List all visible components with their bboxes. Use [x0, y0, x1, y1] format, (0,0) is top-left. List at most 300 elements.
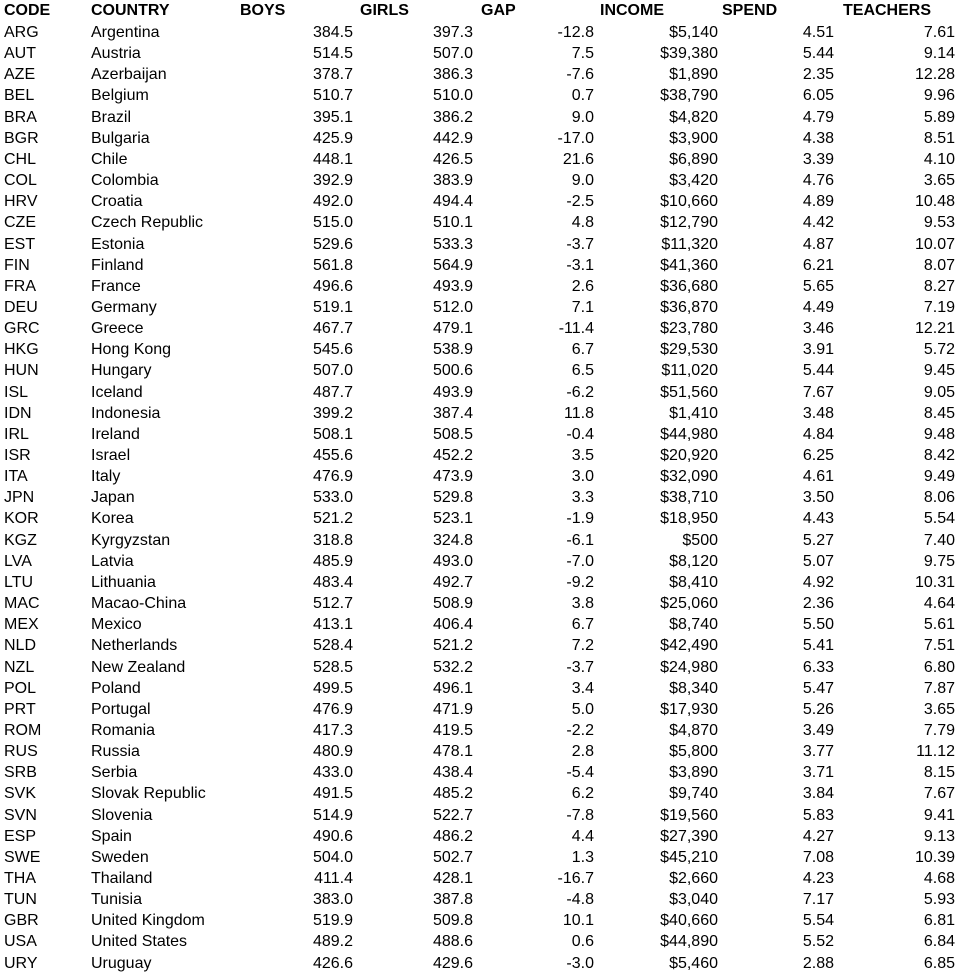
teachers-cell: 9.49	[923, 468, 955, 486]
table-row	[0, 572, 960, 593]
table-row	[0, 741, 960, 762]
code-cell: COL	[4, 172, 37, 190]
income-cell: $45,210	[660, 848, 718, 866]
code-cell: CZE	[4, 214, 36, 232]
country-cell: Hong Kong	[91, 341, 172, 359]
teachers-cell: 7.79	[923, 721, 955, 739]
country-cell: Croatia	[91, 193, 143, 211]
boys-cell: 514.5	[312, 45, 353, 63]
income-cell: $32,090	[660, 468, 718, 486]
header-girls: GIRLS	[360, 2, 409, 19]
girls-cell: 473.9	[432, 468, 473, 486]
boys-cell: 425.9	[312, 129, 353, 147]
code-cell: JPN	[4, 489, 35, 507]
header-spend: SPEND	[722, 2, 778, 19]
spend-cell: 5.83	[802, 806, 834, 824]
income-cell: $25,060	[660, 595, 718, 613]
country-cell: Spain	[91, 827, 132, 845]
code-cell: AZE	[4, 66, 36, 84]
boys-cell: 455.6	[312, 447, 353, 464]
income-cell: $3,040	[669, 891, 718, 909]
gap-cell: -12.8	[557, 24, 594, 41]
gap-cell: -4.8	[566, 891, 594, 909]
boys-cell: 533.0	[312, 489, 353, 507]
boys-cell: 521.2	[312, 510, 353, 528]
teachers-cell: 7.67	[923, 785, 955, 803]
country-cell: Korea	[91, 510, 134, 528]
gap-cell: 3.5	[571, 447, 594, 464]
header-country: COUNTRY	[91, 2, 170, 19]
income-cell: $3,420	[669, 172, 718, 190]
girls-cell: 529.8	[432, 489, 473, 507]
code-cell: ISL	[4, 383, 29, 401]
income-cell: $11,020	[661, 362, 718, 380]
girls-cell: 507.0	[432, 45, 473, 63]
table-row	[0, 107, 960, 128]
income-cell: $8,120	[669, 552, 718, 570]
income-cell: $42,490	[660, 637, 718, 655]
teachers-cell: 8.06	[923, 489, 955, 507]
boys-cell: 519.1	[312, 298, 353, 316]
spend-cell: 6.25	[802, 447, 834, 464]
code-cell: ESP	[4, 827, 37, 845]
boys-cell: 545.6	[312, 341, 353, 359]
code-cell: EST	[4, 235, 36, 253]
country-cell: Ireland	[91, 425, 140, 443]
country-cell: Brazil	[91, 108, 132, 126]
code-cell: SWE	[4, 848, 41, 866]
boys-cell: 426.6	[312, 954, 353, 972]
boys-cell: 487.7	[312, 383, 353, 401]
code-cell: MAC	[4, 595, 40, 613]
girls-cell: 387.4	[432, 404, 473, 422]
income-cell: $5,460	[669, 954, 718, 972]
country-cell: Colombia	[91, 172, 159, 190]
spend-cell: 5.44	[802, 362, 834, 380]
table-row	[0, 85, 960, 106]
boys-cell: 485.9	[312, 552, 353, 570]
table-row	[0, 551, 960, 572]
code-cell: ARG	[4, 24, 39, 41]
code-cell: IDN	[4, 404, 32, 422]
country-cell: Germany	[91, 298, 157, 316]
boys-cell: 476.9	[312, 468, 353, 486]
code-cell: DEU	[4, 298, 38, 316]
country-cell: Japan	[91, 489, 135, 507]
spend-cell: 4.51	[802, 24, 834, 41]
spend-cell: 4.38	[802, 129, 834, 147]
country-cell: Slovak Republic	[91, 785, 206, 803]
table-row	[0, 360, 960, 381]
country-cell: Portugal	[91, 700, 151, 718]
spend-cell: 3.71	[802, 764, 834, 782]
gap-cell: 7.2	[571, 637, 594, 655]
country-cell: Finland	[91, 256, 144, 274]
girls-cell: 406.4	[432, 616, 473, 634]
table-row	[0, 297, 960, 318]
code-cell: USA	[4, 933, 37, 951]
income-cell: $1,890	[669, 66, 718, 84]
code-cell: BEL	[4, 87, 35, 105]
code-cell: ROM	[4, 721, 42, 739]
table-row	[0, 931, 960, 952]
gap-cell: -3.1	[566, 256, 594, 274]
table-row	[0, 699, 960, 720]
girls-cell: 493.9	[432, 383, 473, 401]
gap-cell: 7.5	[571, 45, 594, 63]
country-cell: Poland	[91, 679, 141, 697]
income-cell: $41,360	[660, 256, 718, 274]
teachers-cell: 7.61	[923, 24, 955, 41]
table-row	[0, 339, 960, 360]
code-cell: POL	[4, 679, 37, 697]
teachers-cell: 7.51	[923, 637, 955, 655]
gap-cell: -1.9	[566, 510, 594, 528]
gap-cell: 2.6	[571, 277, 594, 295]
gap-cell: 6.5	[571, 362, 594, 380]
income-cell: $39,380	[660, 45, 718, 63]
spend-cell: 5.27	[802, 531, 834, 549]
country-cell: Serbia	[91, 764, 138, 782]
gap-cell: 4.4	[571, 827, 594, 845]
spend-cell: 5.07	[802, 552, 834, 570]
spend-cell: 3.84	[802, 785, 834, 803]
gap-cell: 6.7	[571, 341, 594, 359]
income-cell: $44,890	[660, 933, 718, 951]
girls-cell: 485.2	[432, 785, 473, 803]
spend-cell: 3.91	[802, 341, 834, 359]
country-cell: Mexico	[91, 616, 142, 634]
table-row	[0, 889, 960, 910]
spend-cell: 3.39	[802, 150, 834, 168]
spend-cell: 7.67	[802, 383, 834, 401]
boys-cell: 318.8	[312, 531, 353, 549]
spend-cell: 4.92	[802, 573, 834, 591]
income-cell: $3,890	[669, 764, 718, 782]
country-cell: Romania	[91, 721, 156, 739]
table-row	[0, 64, 960, 85]
header-income: INCOME	[600, 2, 664, 19]
country-cell: Argentina	[91, 24, 160, 41]
gap-cell: 2.8	[571, 743, 594, 761]
boys-cell: 510.7	[312, 87, 353, 105]
income-cell: $500	[682, 531, 718, 549]
spend-cell: 5.44	[802, 45, 834, 63]
country-cell: Chile	[91, 150, 128, 168]
spend-cell: 3.46	[802, 320, 834, 338]
girls-cell: 386.2	[432, 108, 473, 126]
girls-cell: 442.9	[432, 129, 473, 147]
boys-cell: 528.4	[312, 637, 353, 655]
country-cell: Sweden	[91, 848, 149, 866]
teachers-cell: 9.41	[923, 806, 955, 824]
country-cell: Czech Republic	[91, 214, 204, 232]
income-cell: $23,780	[660, 320, 718, 338]
income-cell: $24,980	[660, 658, 718, 676]
boys-cell: 433.0	[312, 764, 353, 782]
gap-cell: -2.5	[566, 193, 594, 211]
table-row	[0, 403, 960, 424]
spend-cell: 5.65	[802, 277, 834, 295]
country-cell: Thailand	[91, 870, 153, 887]
teachers-cell: 5.89	[923, 108, 955, 126]
table-row	[0, 43, 960, 64]
country-cell: Slovenia	[91, 806, 153, 824]
spend-cell: 4.84	[802, 425, 834, 443]
gap-cell: 5.0	[571, 700, 594, 718]
teachers-cell: 8.45	[923, 404, 955, 422]
gap-cell: 6.7	[571, 616, 594, 634]
income-cell: $51,560	[660, 383, 718, 401]
table-row	[0, 22, 960, 43]
gap-cell: -3.0	[566, 954, 594, 972]
country-cell: Bulgaria	[91, 129, 150, 147]
table-row	[0, 530, 960, 551]
gap-cell: 3.4	[571, 679, 594, 697]
table-row	[0, 276, 960, 297]
income-cell: $9,740	[669, 785, 718, 803]
income-cell: $36,680	[660, 277, 718, 295]
teachers-cell: 9.13	[923, 827, 955, 845]
boys-cell: 476.9	[312, 700, 353, 718]
girls-cell: 521.2	[432, 637, 473, 655]
country-cell: Macao-China	[91, 595, 187, 613]
teachers-cell: 8.15	[923, 764, 955, 782]
spend-cell: 5.54	[802, 912, 834, 930]
income-cell: $8,410	[669, 573, 718, 591]
gap-cell: 10.1	[562, 912, 594, 930]
country-cell: Greece	[91, 320, 144, 338]
income-cell: $38,710	[660, 489, 718, 507]
code-cell: HRV	[4, 193, 38, 211]
code-cell: IRL	[4, 425, 29, 443]
boys-cell: 492.0	[312, 193, 353, 211]
boys-cell: 480.9	[312, 743, 353, 761]
teachers-cell: 12.28	[914, 66, 955, 84]
spend-cell: 5.50	[802, 616, 834, 634]
header-code: CODE	[4, 2, 51, 19]
code-cell: SVK	[4, 785, 37, 803]
country-cell: Estonia	[91, 235, 145, 253]
teachers-cell: 9.48	[923, 425, 955, 443]
code-cell: PRT	[4, 700, 36, 718]
boys-cell: 395.1	[312, 108, 353, 126]
spend-cell: 4.89	[802, 193, 834, 211]
spend-cell: 3.49	[802, 721, 834, 739]
spend-cell: 2.88	[802, 954, 834, 972]
boys-cell: 515.0	[312, 214, 353, 232]
spend-cell: 2.36	[802, 595, 834, 613]
table-row	[0, 128, 960, 149]
girls-cell: 428.1	[432, 870, 473, 887]
boys-cell: 496.6	[312, 277, 353, 295]
code-cell: URY	[4, 954, 38, 972]
country-cell: Latvia	[91, 552, 134, 570]
country-cell: Azerbaijan	[91, 66, 167, 84]
gap-cell: -9.2	[566, 573, 594, 591]
gap-cell: 3.3	[571, 489, 594, 507]
country-cell: Iceland	[91, 383, 143, 401]
gap-cell: 21.6	[562, 150, 594, 168]
table-row	[0, 847, 960, 868]
gap-cell: 7.1	[571, 298, 594, 316]
spend-cell: 6.33	[802, 658, 834, 676]
boys-cell: 512.7	[312, 595, 353, 613]
code-cell: GBR	[4, 912, 39, 930]
teachers-cell: 6.80	[923, 658, 955, 676]
teachers-cell: 5.72	[923, 341, 955, 359]
boys-cell: 499.5	[312, 679, 353, 697]
gap-cell: 9.0	[571, 172, 594, 190]
boys-cell: 448.1	[312, 150, 353, 168]
code-cell: FRA	[4, 277, 36, 295]
boys-cell: 483.4	[312, 573, 353, 591]
table-row	[0, 191, 960, 212]
table-row	[0, 614, 960, 635]
boys-cell: 504.0	[312, 848, 353, 866]
boys-cell: 378.7	[312, 66, 353, 84]
code-cell: GRC	[4, 320, 40, 338]
gap-cell: -0.4	[566, 425, 594, 443]
table-row	[0, 805, 960, 826]
income-cell: $5,140	[669, 24, 718, 41]
table-row	[0, 170, 960, 191]
country-cell: Belgium	[91, 87, 149, 105]
income-cell: $4,820	[669, 108, 718, 126]
spend-cell: 4.27	[802, 827, 834, 845]
girls-cell: 419.5	[432, 721, 473, 739]
girls-cell: 533.3	[432, 235, 473, 253]
table-row	[0, 149, 960, 170]
table-row	[0, 826, 960, 847]
girls-cell: 502.7	[432, 848, 473, 866]
girls-cell: 532.2	[432, 658, 473, 676]
spend-cell: 4.87	[802, 235, 834, 253]
gap-cell: -17.0	[557, 129, 594, 147]
income-cell: $19,560	[660, 806, 718, 824]
teachers-cell: 7.40	[923, 531, 955, 549]
boys-cell: 467.7	[312, 320, 353, 338]
country-cell: Hungary	[91, 362, 152, 380]
girls-cell: 508.9	[432, 595, 473, 613]
boys-cell: 411.4	[314, 870, 353, 887]
country-cell: Uruguay	[91, 954, 152, 972]
code-cell: AUT	[4, 45, 36, 63]
girls-cell: 496.1	[432, 679, 473, 697]
girls-cell: 538.9	[432, 341, 473, 359]
spend-cell: 3.48	[802, 404, 834, 422]
income-cell: $38,790	[660, 87, 718, 105]
code-cell: HKG	[4, 341, 39, 359]
boys-cell: 384.5	[312, 24, 353, 41]
girls-cell: 564.9	[432, 256, 473, 274]
teachers-cell: 9.45	[923, 362, 955, 380]
boys-cell: 417.3	[312, 721, 353, 739]
boys-cell: 413.1	[312, 616, 353, 634]
spend-cell: 4.61	[802, 468, 834, 486]
girls-cell: 383.9	[432, 172, 473, 190]
code-cell: HUN	[4, 362, 39, 380]
girls-cell: 452.2	[432, 447, 473, 464]
spend-cell: 4.42	[802, 214, 834, 232]
table-row	[0, 593, 960, 614]
income-cell: $5,800	[669, 743, 718, 761]
code-cell: CHL	[4, 150, 37, 168]
girls-cell: 488.6	[432, 933, 473, 951]
spend-cell: 2.35	[802, 66, 834, 84]
country-cell: Italy	[91, 468, 121, 486]
income-cell: $2,660	[669, 870, 718, 887]
country-cell: Israel	[91, 447, 131, 464]
table-row	[0, 783, 960, 804]
spend-cell: 7.08	[802, 848, 834, 866]
boys-cell: 508.1	[312, 425, 353, 443]
income-cell: $10,660	[660, 193, 718, 211]
income-cell: $27,390	[660, 827, 718, 845]
boys-cell: 399.2	[312, 404, 353, 422]
boys-cell: 528.5	[312, 658, 353, 676]
code-cell: BRA	[4, 108, 37, 126]
teachers-cell: 3.65	[923, 700, 955, 718]
teachers-cell: 4.68	[923, 870, 955, 887]
teachers-cell: 10.48	[914, 193, 955, 211]
code-cell: RUS	[4, 743, 38, 761]
table-row	[0, 212, 960, 233]
gap-cell: 3.8	[571, 595, 594, 613]
boys-cell: 519.9	[312, 912, 353, 930]
gap-cell: -16.7	[557, 870, 594, 887]
girls-cell: 512.0	[432, 298, 473, 316]
boys-cell: 489.2	[312, 933, 353, 951]
teachers-cell: 7.87	[923, 679, 955, 697]
income-cell: $8,740	[669, 616, 718, 634]
girls-cell: 471.9	[432, 700, 473, 718]
country-cell: Indonesia	[91, 404, 161, 422]
country-cell: Austria	[91, 45, 141, 63]
girls-cell: 500.6	[432, 362, 473, 380]
table-row	[0, 382, 960, 403]
header-gap: GAP	[481, 2, 516, 19]
income-cell: $18,950	[660, 510, 718, 528]
table-row	[0, 657, 960, 678]
teachers-cell: 8.51	[923, 129, 955, 147]
girls-cell: 508.5	[432, 425, 473, 443]
gap-cell: 1.3	[571, 848, 594, 866]
teachers-cell: 10.07	[914, 235, 955, 253]
income-cell: $40,660	[660, 912, 718, 930]
gap-cell: 3.0	[571, 468, 594, 486]
code-cell: LVA	[4, 552, 32, 570]
spend-cell: 3.77	[802, 743, 834, 761]
teachers-cell: 12.21	[914, 320, 955, 338]
boys-cell: 507.0	[312, 362, 353, 380]
country-cell: Russia	[91, 743, 140, 761]
table-row	[0, 762, 960, 783]
code-cell: BGR	[4, 129, 39, 147]
header-teachers: TEACHERS	[843, 2, 932, 19]
code-cell: SVN	[4, 806, 37, 824]
code-cell: FIN	[4, 256, 30, 274]
header-boys: BOYS	[240, 2, 286, 19]
gap-cell: -6.2	[566, 383, 594, 401]
girls-cell: 509.8	[432, 912, 473, 930]
teachers-cell: 10.31	[914, 573, 955, 591]
girls-cell: 479.1	[432, 320, 473, 338]
girls-cell: 494.4	[432, 193, 473, 211]
income-cell: $4,870	[669, 721, 718, 739]
teachers-cell: 8.07	[923, 256, 955, 274]
spend-cell: 6.21	[802, 256, 834, 274]
